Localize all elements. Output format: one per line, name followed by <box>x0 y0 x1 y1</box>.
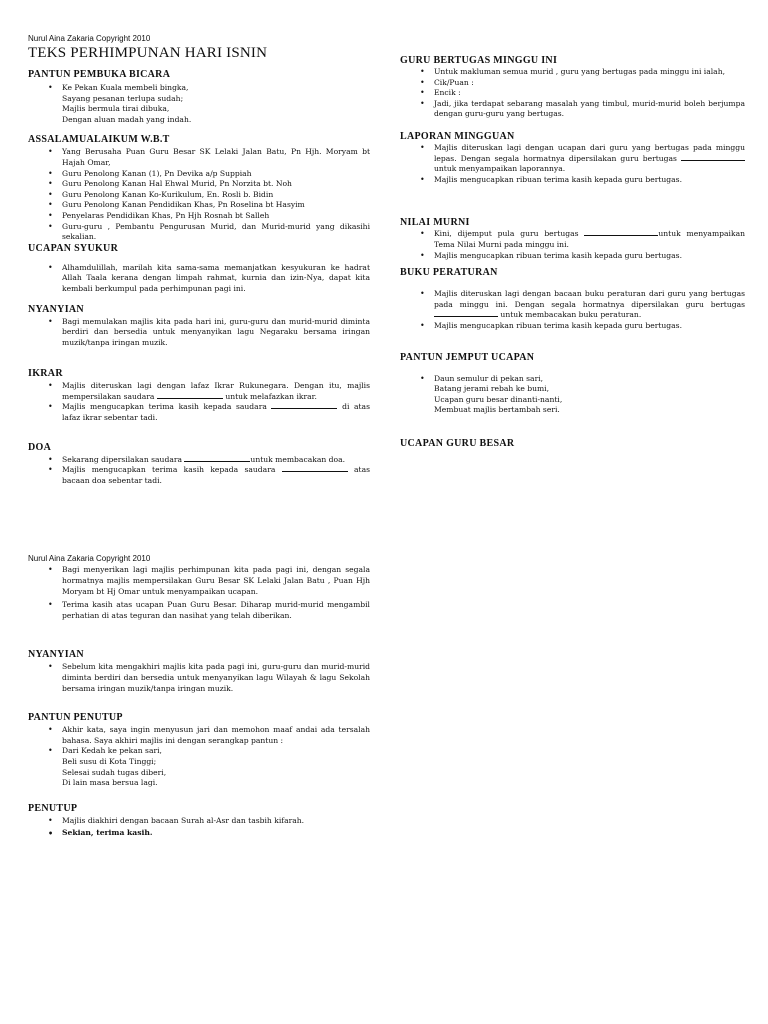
ikrar-list <box>28 381 370 423</box>
heading-nyanyian-2: NYANYIAN <box>28 649 84 661</box>
salam-item: • Guru Penolong Kanan Ko-Kurikulum, En. Rosli b. Bidin <box>62 190 370 201</box>
heading-laporan-mingguan: LAPORAN MINGGUAN <box>400 130 515 142</box>
blank-line <box>681 154 745 161</box>
buku-peraturan-item-1-text: Majlis diteruskan lagi dengan bacaan buku peraturan dari guru yang bertugas pada minggu ini. Dengan segala hormatnya dipersilakan guru bertugas <box>434 289 745 309</box>
heading-nyanyian-1: NYANYIAN <box>28 303 84 315</box>
ucapan-syukur-item: • Alhamdulillah, marilah kita sama-sama memanjatkan kesyukuran ke hadrat Allah Taala kerana dengan limpah rahmat, kurnia dan izin-Nya, dapat kita kembali berkumpul pada perhimpunan pagi ini. <box>62 263 370 295</box>
heading-ucapan-guru-besar: UCAPAN GURU BESAR <box>400 437 515 449</box>
ikrar-item-2-text: Majlis mengucapkan terima kasih kepada saudara <box>62 402 267 412</box>
guru-bertugas-item: • Jadi, jika terdapat sebarang masalah yang timbul, murid-murid boleh berjumpa dengan guru-guru yang bertugas. <box>434 99 745 120</box>
heading-nilai-murni: NILAI MURNI <box>400 217 470 229</box>
laporan-item-1 <box>434 143 745 175</box>
heading-buku-peraturan: BUKU PERATURAN <box>400 267 498 279</box>
doa-item-2 <box>62 465 370 486</box>
laporan-item-2: • Majlis mengucapkan ribuan terima kasih kepada guru bertugas. <box>434 175 745 186</box>
document-title: TEKS PERHIMPUNAN HARI ISNIN <box>28 45 268 61</box>
pantun-jemput-line-1: • Daun semulur di pekan sari, <box>434 374 745 385</box>
pantun-pembuka-line-3: Majlis bermula tirai dibuka, <box>62 104 170 114</box>
heading-salam: ASSALAMUALAIKUM W.B.T <box>28 134 170 146</box>
nilai-murni-item-1-text: Kini, dijemput pula guru bertugas <box>434 229 579 239</box>
laporan-item-1-text-end: untuk menyampaikan laporannya. <box>434 164 566 174</box>
ikrar-item-2-text-end: di atas lafaz ikrar sebentar tadi. <box>62 402 370 423</box>
guru-bertugas-list <box>400 67 745 120</box>
pantun-penutup-item-2: • Dari Kedah ke pekan sari, <box>62 746 370 757</box>
salam-item: • Guru Penolong Kanan Pendidikan Khas, Pn Roselina bt Hasyim <box>62 200 370 211</box>
nilai-murni-item-2: • Majlis mengucapkan ribuan terima kasih kepada guru bertugas. <box>434 251 745 262</box>
page-2-intro-item: • Terima kasih atas ucapan Puan Guru Besar. Diharap murid-murid mengambil perhatian di atas teguran dan nasihat yang telah diberikan. <box>62 600 370 621</box>
buku-peraturan-item-1-text-end: untuk membacakan buku peraturan. <box>500 310 642 320</box>
doa-item-2-text-end: atas bacaan doa sebentar tadi. <box>62 465 370 485</box>
salam-item: • Guru Penolong Kanan (1), Pn Devika a/p Suppiah <box>62 169 370 180</box>
penutup-item-2: • Sekian, terima kasih. <box>62 828 370 839</box>
guru-bertugas-item: • Encik : <box>434 88 745 99</box>
salam-item: • Yang Berusaha Puan Guru Besar SK Lelaki Jalan Batu, Pn Hjh. Moryam bt Hajah Omar, <box>62 147 370 168</box>
pantun-penutup-item-1: • Akhir kata, saya ingin menyusun jari dan memohon maaf andai ada tersalah bahasa. Saya akhiri majlis ini dengan serangkap pantun : <box>62 725 370 746</box>
pantun-jemput-line-4: Membuat majlis bertambah seri. <box>434 405 560 415</box>
ikrar-item-1-text-end: untuk melafazkan ikrar. <box>225 391 317 401</box>
nilai-murni-item-1-text-end: untuk menyampaikan Tema Nilai Murni pada minggu ini. <box>434 229 745 249</box>
penutup-item-1: • Majlis diakhiri dengan bacaan Surah al-Asr dan tasbih kifarah. <box>62 816 370 827</box>
pantun-penutup-list <box>28 725 370 757</box>
guru-bertugas-item: • Untuk makluman semua murid , guru yang bertugas pada minggu ini ialah, <box>434 67 745 78</box>
pantun-pembuka-line-2: Sayang pesanan terlupa sudah; <box>62 93 184 103</box>
ucapan-syukur-list <box>28 263 370 295</box>
blank-line <box>271 402 337 409</box>
buku-peraturan-item-1 <box>434 289 745 321</box>
pantun-jemput-list <box>400 374 745 385</box>
pantun-penutup-line-4: Di lain masa bersua lagi. <box>62 778 158 788</box>
blank-line <box>157 392 223 399</box>
salam-item: • Penyelaras Pendidikan Khas, Pn Hjh Rosnah bt Salleh <box>62 211 370 222</box>
pantun-pembuka-line-1: • Ke Pekan Kuala membeli bingka, <box>62 83 370 94</box>
doa-item-1-text-end: untuk membacakan doa. <box>250 454 346 464</box>
pantun-penutup-line-2: Beli susu di Kota Tinggi; <box>62 756 157 766</box>
copyright-notice-page-2: Nurul Aina Zakaria Copyright 2010 <box>28 554 151 564</box>
pantun-pembuka-line-4: Dengan aluan madah yang indah. <box>62 114 192 124</box>
nilai-murni-item-1 <box>434 229 745 250</box>
blank-line <box>184 455 250 462</box>
guru-bertugas-item: • Cik/Puan : <box>434 78 745 89</box>
pantun-penutup-line-3: Selesai sudah tugas diberi, <box>62 767 167 777</box>
page-2-intro-item: • Bagi menyerikan lagi majlis perhimpunan kita pada pagi ini, dengan segala hormatnya majlis mempersilakan Guru Besar SK Lelaki Jalan Batu , Puan Hjh Moryam bt Hj Omar untuk menyampaikan ucapan. <box>62 565 370 597</box>
copyright-notice: Nurul Aina Zakaria Copyright 2010 <box>28 34 151 43</box>
pantun-pembuka-list <box>28 83 370 94</box>
heading-penutup: PENUTUP <box>28 802 78 814</box>
buku-peraturan-item-2: • Majlis mengucapkan ribuan terima kasih kepada guru bertugas. <box>434 321 745 332</box>
heading-ikrar: IKRAR <box>28 368 63 380</box>
nyanyian-2-item: • Sebelum kita mengakhiri majlis kita pada pagi ini, guru-guru dan murid-murid diminta berdiri dan bersedia untuk menyanyikan lagu Wilayah & lagu Sekolah bersama iringan muzik/tanpa iringan muzik. <box>62 662 370 694</box>
nyanyian-1-item: • Bagi memulakan majlis kita pada hari ini, guru-guru dan murid-murid diminta berdiri dan bersedia untuk menyanyikan lagu Negaraku bersama iringan muzik/tanpa iringan muzik. <box>62 317 370 349</box>
pantun-jemput-line-2: Batang jerami rebah ke bumi, <box>434 384 550 394</box>
doa-item-1 <box>62 455 370 466</box>
laporan-list <box>400 143 745 185</box>
salam-list <box>28 147 370 242</box>
doa-item-2-text: Majlis mengucapkan terima kasih kepada saudara <box>62 465 276 475</box>
heading-doa: DOA <box>28 441 52 453</box>
doa-item-1-text: Sekarang dipersilakan saudara <box>62 454 182 464</box>
laporan-item-1-text: Majlis diteruskan lagi dengan ucapan dari guru yang bertugas pada minggu lepas. Dengan segala hormatnya dipersilakan guru bertugas <box>434 142 745 163</box>
heading-pantun-penutup: PANTUN PENUTUP <box>28 712 123 724</box>
heading-ucapan-syukur: UCAPAN SYUKUR <box>28 242 119 254</box>
left-column <box>28 34 370 839</box>
nyanyian-2-list <box>28 662 370 694</box>
heading-pantun-pembuka: PANTUN PEMBUKA BICARA <box>28 69 171 80</box>
doa-list <box>28 455 370 487</box>
heading-guru-bertugas: GURU BERTUGAS MINGGU INI <box>400 55 558 66</box>
blank-line <box>434 310 498 317</box>
salam-item: • Guru Penolong Kanan Hal Ehwal Murid, Pn Norzita bt. Noh <box>62 179 370 190</box>
nilai-murni-list <box>400 229 745 261</box>
blank-line <box>282 465 348 472</box>
salam-item: • Guru-guru , Pembantu Pengurusan Murid, dan Murid-murid yang dikasihi sekalian. <box>62 222 370 243</box>
page-2-intro-list <box>28 565 370 621</box>
ikrar-item-2 <box>62 402 370 423</box>
ikrar-item-1-text: Majlis diteruskan lagi dengan lafaz Ikrar Rukunegara. Dengan itu, majlis mempersilakan saudara <box>62 381 370 401</box>
penutup-list <box>28 816 370 839</box>
heading-pantun-jemput: PANTUN JEMPUT UCAPAN <box>400 351 535 363</box>
blank-line <box>584 229 658 236</box>
pantun-jemput-line-3: Ucapan guru besar dinanti-nanti, <box>434 394 563 404</box>
ikrar-item-1 <box>62 381 370 402</box>
nyanyian-1-list <box>28 317 370 349</box>
right-column <box>400 55 745 450</box>
buku-peraturan-list <box>400 289 745 331</box>
